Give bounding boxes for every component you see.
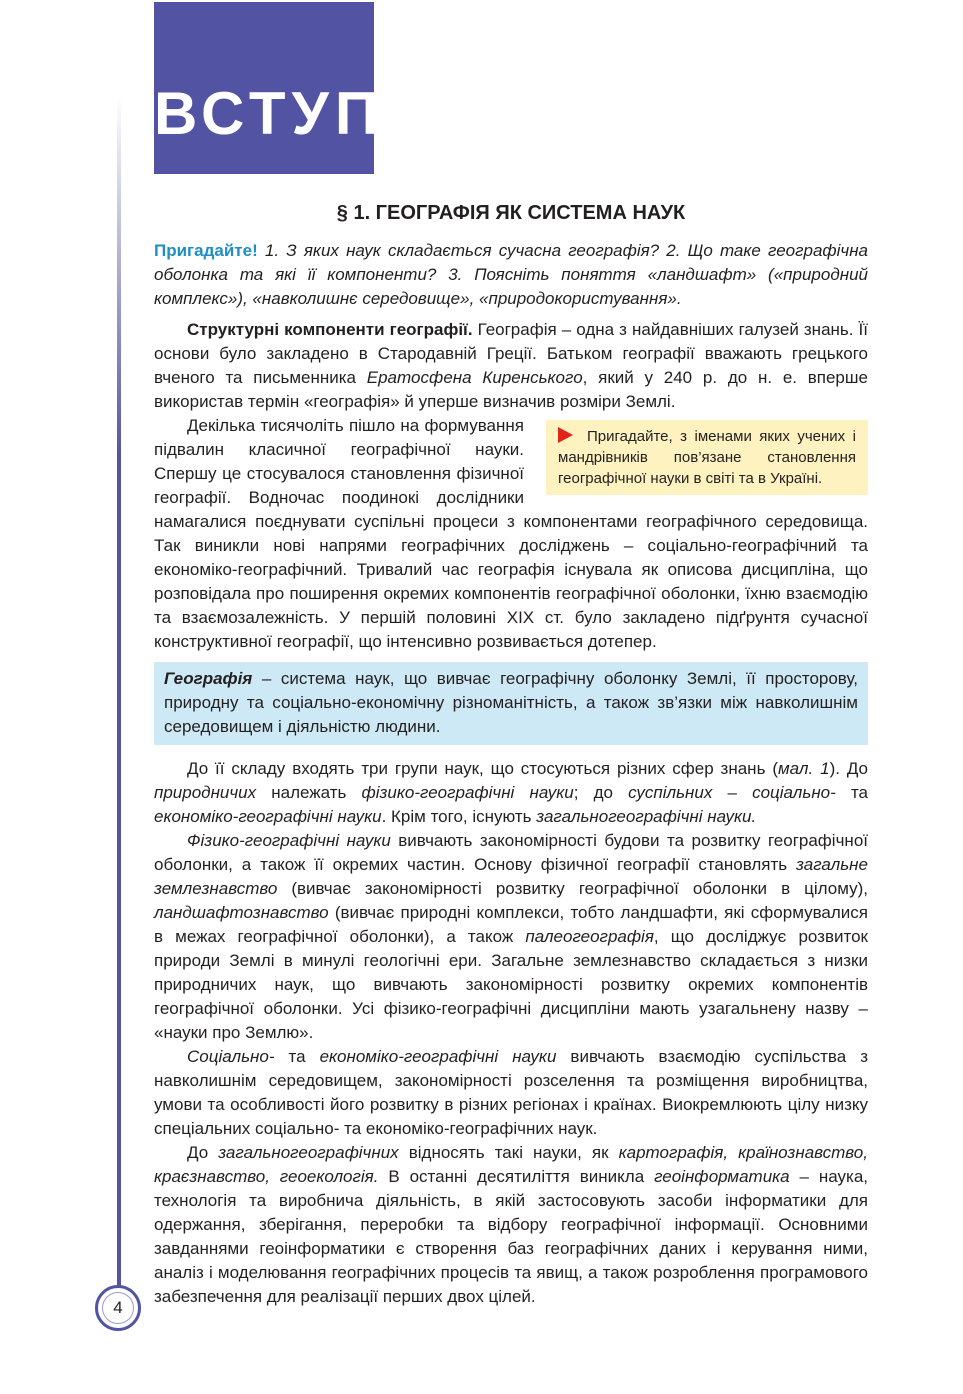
text-run-italic: Соціально- [187, 1047, 275, 1066]
page-content [154, 196, 868, 1309]
text-run-italic: Фізико-географічні науки [187, 831, 391, 850]
paragraph-general [154, 1141, 868, 1309]
text-run: Географія – одна з найдавніших галузей знань. Її основи було закладено в Стародавній Греції. Батьком географії вважають грецького вченого та письменника [154, 320, 868, 387]
paragraph-social [154, 1045, 868, 1141]
text-run-italic: суспільних – соціально- [628, 783, 836, 802]
paragraph-structure [154, 318, 868, 414]
text-run: (вивчає природні комплекси, тобто ландшафти, які сформувалися в межах географічної оболонки), а також [154, 903, 868, 946]
arrow-marker-icon [558, 427, 573, 443]
text-run: ). До [829, 759, 868, 778]
note-text: Пригадайте, з іменами яких учених і мандрівників пов’язане становлення географічної науки в світі та в Україні. [558, 428, 856, 487]
text-run: та [274, 1047, 320, 1066]
paragraph-groups [154, 757, 868, 829]
recall-label: Пригадайте! [154, 241, 258, 260]
definition-box [154, 662, 868, 745]
text-run: До [187, 1143, 219, 1162]
text-run-italic: загальногеографічних [218, 1143, 399, 1162]
text-run: ; до [573, 783, 629, 802]
text-run: В останні десятиліття виникла [378, 1167, 655, 1186]
page-side-line [117, 96, 121, 1296]
text-run-italic: фізико-географічні науки [361, 783, 574, 802]
recall-text: 1. З яких наук складається сучасна географія? 2. Що таке географічна оболонка та які її компоненти? 3. Поясніть поняття «ландшафт» («природний комплекс»), «навколишнє середовище», «природокористування». [154, 241, 868, 308]
text-run: (вивчає закономірності розвитку географічної оболонки в цілому), [277, 879, 868, 898]
definition-term: Географія [164, 669, 253, 688]
text-run: – система наук, що вивчає географічну оболонку Землі, її просторову, природну та соціально-економічну різноманітність, а також зв’язки між навколишнім середовищем і діяльністю людини. [164, 669, 858, 736]
paragraph-physical [154, 829, 868, 1045]
text-run-italic: економіко-географічні науки [319, 1047, 557, 1066]
text-run-italic: Ератосфена Киренського [366, 368, 583, 387]
page-number: 4 [102, 1292, 134, 1324]
text-run: відносять такі науки, як [398, 1143, 619, 1162]
text-run-italic: ландшафтознавство [154, 903, 329, 922]
recall-paragraph [154, 239, 868, 311]
text-run-italic: палеогеографія [525, 927, 654, 946]
text-run: – наука, технологія та виробнича діяльність, в якій застосовують засоби інформатики для одержання, зберігання, переробки та відбору географічної інформації. Основними завданнями геоінформатики є створення баз географічних даних і керування ними, аналіз і моделювання географічних процесів та явищ, а також розроблення програмового забезпечення для реалізації перших двох цілей. [154, 1167, 869, 1306]
text-run: , який у 240 р. до н. е. вперше використав термін «географія» й уперше визначив розміри Землі. [154, 368, 868, 411]
page-number-badge [95, 1285, 141, 1331]
text-run: вивчають взаємодію суспільства з навколишнім середовищем, закономірності розселення та розміщення виробництва, умови та особливості його розвитку в різних регіонах і країнах. Виокремлюють цілу низку спеціальних соціально- та економіко-географічних наук. [154, 1047, 868, 1138]
text-run: . Крім того, існують [381, 807, 537, 826]
text-run-italic: загальне землезнавство [154, 855, 868, 898]
chapter-title: ВСТУП [154, 80, 384, 147]
text-run-italic: загальногеографічні науки. [536, 807, 757, 826]
chapter-header [154, 2, 384, 174]
structure-heading: Структурні компоненти географії. [187, 320, 473, 339]
text-run-italic: картографія, країнознавство, краєзнавство, геоекологія. [154, 1143, 868, 1186]
text-run: належать [256, 783, 362, 802]
text-run: вивчають закономірності будови та розвитку географічної оболонки, а також її окремих частин. Основу фізичної географії становлять [154, 831, 868, 874]
definition-text [164, 667, 858, 739]
section-title: § 1. ГЕОГРАФІЯ ЯК СИСТЕМА НАУК [336, 202, 686, 224]
text-run-italic: геоінформатика [654, 1167, 790, 1186]
text-run: та [835, 783, 868, 802]
recall-note-box [546, 420, 868, 495]
text-run-italic: економіко-географічні науки [154, 807, 382, 826]
text-run: До її складу входять три групи наук, що стосуються різних сфер знань ( [187, 759, 778, 778]
paragraph-history: Декілька тисячоліть пішло на формування підвалин класичної географічної науки. Спершу це стосувалося становлення фізичної географії. Водночас поодинокі дослідники намагалися поєднувати суспільні процеси з компонентами географічного середовища. Так виникли нові напрями географічних досліджень – соціально-географічний та економіко-географічний. Тривалий час географія існувала як описова дисципліна, що розповідала про поширення окремих компонентів географічної оболонки, їхню взаємодію та взаємозалежність. У першій половині XIX ст. було закладено підґрунтя сучасної конструктивної географії, що інтенсивно розвивається дотепер. [154, 416, 868, 651]
text-run: , що досліджує розвиток природи Землі в минулі геологічні ери. Загальне землезнавство складається з низки природничих наук, що вивчають закономірності розвитку окремих компонентів географічної оболонки. Усі фізико-географічні дисципліни мають узагальнену назву – «науки про Землю». [154, 927, 868, 1042]
text-run-italic: мал. 1 [777, 759, 830, 778]
text-run-italic: природничих [154, 783, 257, 802]
